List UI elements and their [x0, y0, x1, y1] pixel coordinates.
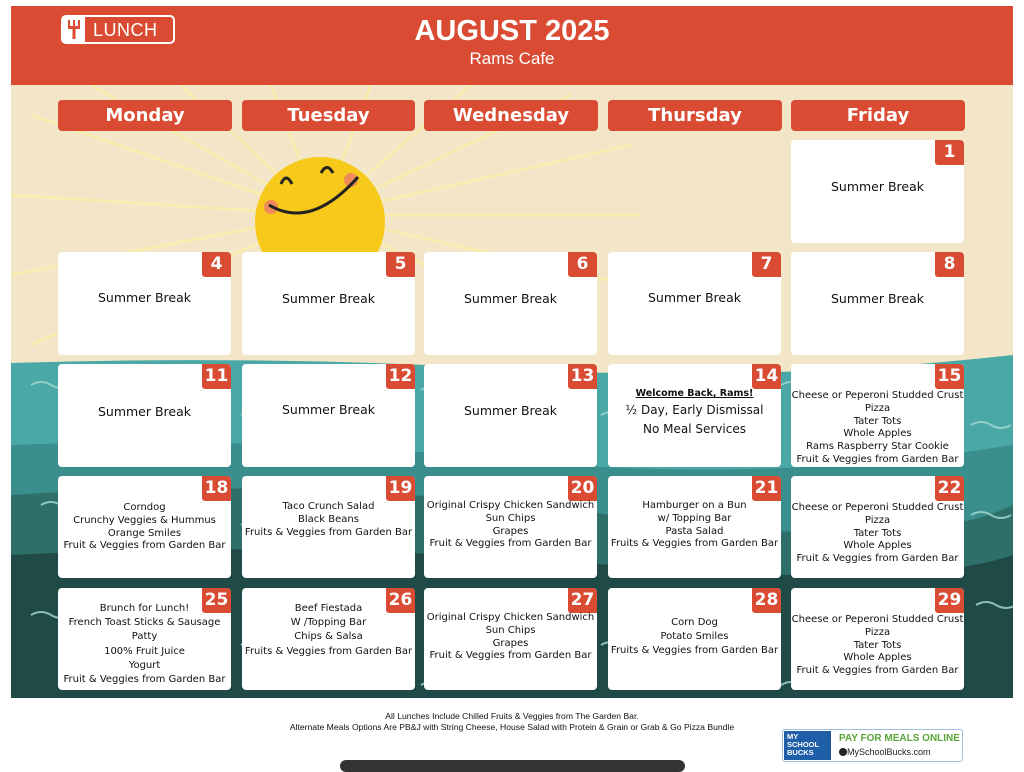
- day-menu: [424, 612, 597, 663]
- day-menu: [424, 405, 597, 418]
- day-number: 12: [386, 364, 415, 389]
- day-number: 6: [568, 252, 597, 277]
- day-number: 1: [935, 140, 964, 165]
- day-number: 18: [202, 476, 231, 501]
- day-menu: [242, 602, 415, 659]
- day-cell-12: [242, 364, 415, 467]
- footer-note: [230, 711, 794, 733]
- menu-line: Brunch for Lunch!: [99, 603, 190, 614]
- footer-note-line: All Lunches Include Chilled Fruits & Veggies from The Garden Bar.: [385, 711, 639, 721]
- day-number: 5: [386, 252, 415, 277]
- day-cell-27: [424, 588, 597, 690]
- logo-word: MY: [787, 732, 799, 741]
- menu-line: Summer Break: [830, 179, 925, 194]
- menu-line: Fruit & Veggies from Garden Bar: [796, 665, 959, 677]
- logo-label: LUNCH: [93, 20, 158, 40]
- menu-line: Fruit & Veggies from Garden Bar: [796, 553, 959, 565]
- logo-word: BUCKS: [787, 748, 814, 757]
- menu-line: Summer Break: [463, 403, 558, 418]
- menu-line: Summer Break: [647, 290, 742, 305]
- month-title: AUGUST 2025: [414, 15, 610, 47]
- menu-line: Fruit & Veggies from Garden Bar: [429, 538, 592, 550]
- menu-line: Pasta Salad: [665, 525, 724, 537]
- menu-line: Whole Apples: [843, 652, 912, 664]
- menu-line: Corn Dog: [671, 617, 718, 628]
- menu-line: Grapes: [492, 525, 529, 537]
- day-cell-8: [791, 252, 964, 355]
- menu-line: French Toast Sticks & Sausage Patty: [68, 617, 221, 643]
- menu-line: Crunchy Veggies & Hummus: [73, 514, 216, 526]
- day-number: 13: [568, 364, 597, 389]
- menu-line: Fruit & Veggies from Garden Bar: [429, 650, 592, 662]
- weekday-thursday: Thursday: [608, 100, 782, 131]
- announcement-heading: Welcome Back, Rams!: [635, 388, 754, 399]
- menu-line: Yogurt: [128, 659, 161, 671]
- myschoolbucks-badge[interactable]: [782, 729, 963, 762]
- day-menu: [242, 404, 415, 417]
- day-menu: [791, 293, 964, 306]
- day-cell-28: [608, 588, 781, 690]
- menu-line: W /Topping Bar: [290, 617, 367, 629]
- day-cell-18: [58, 476, 231, 578]
- day-cell-26: [242, 588, 415, 690]
- day-menu: [58, 406, 231, 419]
- day-cell-29: [791, 588, 964, 690]
- myschoolbucks-url[interactable]: MySchoolBucks.com: [847, 747, 931, 757]
- menu-line: Cheese or Peperoni Studded Crust Pizza: [791, 614, 964, 638]
- day-number: 11: [202, 364, 231, 389]
- menu-line: No Meal Services: [643, 422, 746, 436]
- menu-line: Sun Chips: [485, 512, 536, 524]
- day-cell-25: [58, 588, 231, 690]
- day-cell-15: [791, 364, 964, 467]
- day-menu: [791, 390, 964, 467]
- day-number: 15: [935, 364, 964, 389]
- weekday-wednesday: Wednesday: [424, 100, 598, 131]
- menu-line: Corndog: [123, 502, 166, 513]
- menu-line: Tater Tots: [853, 527, 902, 539]
- cafe-name: Rams Cafe: [469, 49, 555, 68]
- day-menu: [791, 502, 964, 566]
- day-cell-19: [242, 476, 415, 578]
- day-number: 20: [568, 476, 597, 501]
- footer-note-line: Alternate Meals Options Are PB&J with String Cheese, House Salad with Protein & Grain or Grab & Go Pizza Bundle: [289, 722, 735, 732]
- day-cell-4: [58, 252, 231, 355]
- day-number: 7: [752, 252, 781, 277]
- day-number: 29: [935, 588, 964, 613]
- day-menu: [58, 292, 231, 305]
- menu-line: Summer Break: [97, 290, 192, 305]
- day-menu: [608, 616, 781, 659]
- day-number: 27: [568, 588, 597, 613]
- day-menu: [58, 502, 231, 553]
- menu-line: Beef Fiestada: [294, 603, 363, 614]
- weekday-friday: Friday: [791, 100, 965, 131]
- menu-line: Tater Tots: [853, 639, 902, 651]
- menu-line: Fruits & Veggies from Garden Bar: [610, 538, 779, 550]
- menu-line: Chips & Salsa: [294, 631, 363, 643]
- menu-line: Fruit & Veggies from Garden Bar: [63, 674, 226, 686]
- day-number: 8: [935, 252, 964, 277]
- day-menu: [608, 387, 781, 439]
- menu-line: Hamburger on a Bun: [642, 500, 747, 511]
- menu-line: Whole Apples: [843, 540, 912, 552]
- menu-line: Potato Smiles: [660, 631, 729, 643]
- day-menu: [58, 602, 231, 687]
- menu-line: Summer Break: [281, 291, 376, 306]
- day-menu: [791, 181, 964, 194]
- day-number: 21: [752, 476, 781, 501]
- menu-line: w/ Topping Bar: [657, 512, 732, 524]
- menu-line: Orange Smiles: [107, 527, 182, 539]
- menu-line: Cheese or Peperoni Studded Crust Pizza: [791, 502, 964, 526]
- day-menu: [424, 293, 597, 306]
- menu-line: Black Beans: [298, 513, 359, 525]
- day-number: 4: [202, 252, 231, 277]
- menu-line: Summer Break: [281, 402, 376, 417]
- day-number: 14: [752, 364, 781, 389]
- day-cell-13: [424, 364, 597, 467]
- menu-line: Rams Raspberry Star Cookie: [806, 441, 949, 453]
- day-number: 26: [386, 588, 415, 613]
- day-cell-20: [424, 476, 597, 578]
- day-menu: [608, 292, 781, 305]
- menu-line: Cheese or Peperoni Studded Crust Pizza: [791, 390, 964, 414]
- menu-line: 100% Fruit Juice: [104, 645, 185, 657]
- day-number: 25: [202, 588, 231, 613]
- header-banner: [11, 6, 1013, 85]
- day-menu: [424, 500, 597, 551]
- menu-line: Summer Break: [97, 404, 192, 419]
- weekday-monday: Monday: [58, 100, 232, 131]
- day-menu: [242, 293, 415, 306]
- day-number: 28: [752, 588, 781, 613]
- myschoolbucks-logo: [784, 731, 831, 760]
- menu-line: Original Crispy Chicken Sandwich: [426, 612, 595, 623]
- menu-line: Fruit & Veggies from Garden Bar: [63, 540, 226, 552]
- day-cell-21: [608, 476, 781, 578]
- menu-line: Fruits & Veggies from Garden Bar: [244, 526, 413, 538]
- menu-line: Grapes: [492, 637, 529, 649]
- day-cell-6: [424, 252, 597, 355]
- day-cell-7: [608, 252, 781, 355]
- day-cell-14: [608, 364, 781, 467]
- menu-line: Sun Chips: [485, 624, 536, 636]
- menu-line: Original Crispy Chicken Sandwich: [426, 500, 595, 511]
- day-cell-22: [791, 476, 964, 578]
- globe-icon: [839, 748, 847, 756]
- day-number: 19: [386, 476, 415, 501]
- menu-line: Taco Crunch Salad: [282, 501, 375, 512]
- menu-line: Summer Break: [830, 291, 925, 306]
- weekday-tuesday: Tuesday: [242, 100, 415, 131]
- pay-online-label: PAY FOR MEALS ONLINE: [839, 733, 960, 744]
- day-cell-11: [58, 364, 231, 467]
- menu-line: Fruit & Veggies from Garden Bar: [796, 453, 959, 465]
- logo-word: SCHOOL: [787, 740, 820, 749]
- menu-line: ½ Day, Early Dismissal: [625, 403, 764, 417]
- day-menu: [242, 501, 415, 539]
- menu-line: Summer Break: [463, 291, 558, 306]
- day-menu: [791, 614, 964, 678]
- menu-line: Fruits & Veggies from Garden Bar: [610, 645, 779, 657]
- day-number: 22: [935, 476, 964, 501]
- menu-line: Fruits & Veggies from Garden Bar: [244, 645, 413, 657]
- menu-line: Whole Apples: [843, 428, 912, 440]
- menu-line: Tater Tots: [853, 415, 902, 427]
- day-menu: [608, 500, 781, 551]
- viewer-toolbar[interactable]: [340, 760, 685, 772]
- day-cell-5: [242, 252, 415, 355]
- day-cell-1: [791, 140, 964, 243]
